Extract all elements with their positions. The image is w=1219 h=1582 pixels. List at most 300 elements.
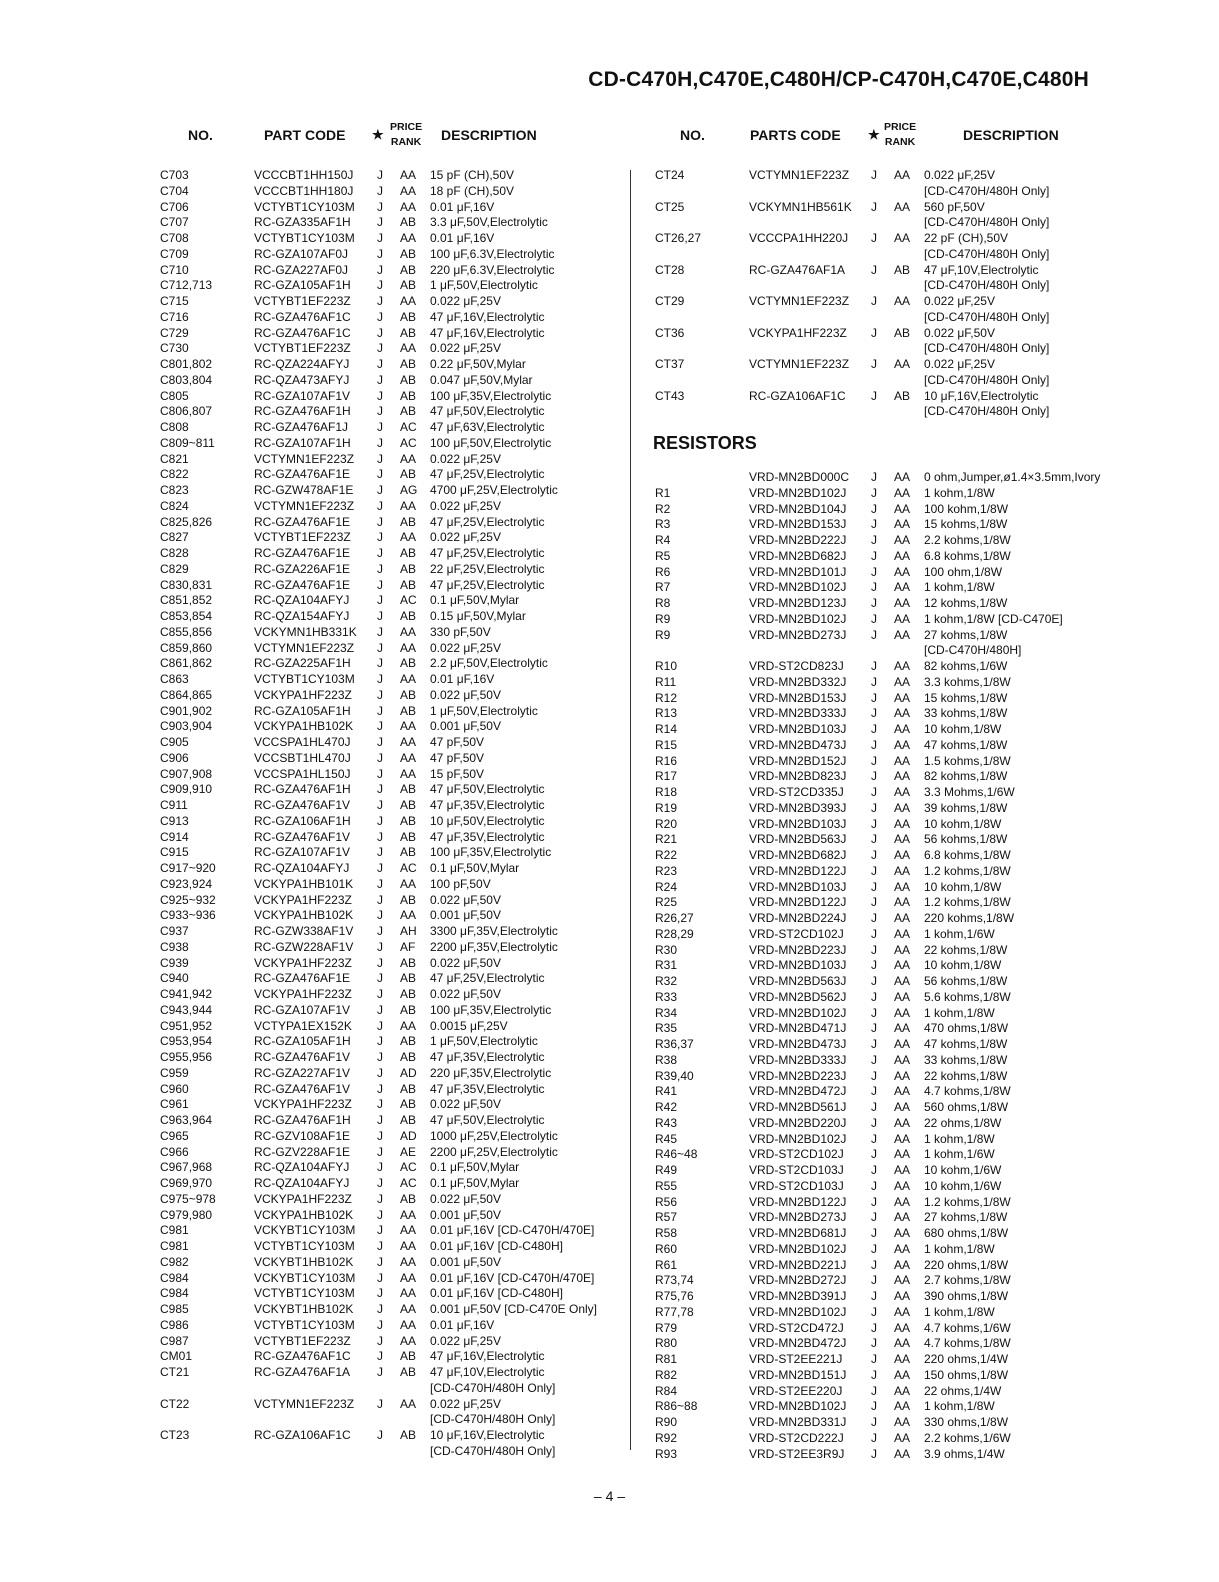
table-row bbox=[158, 546, 628, 562]
table-row bbox=[158, 1082, 628, 1098]
price-rank: AA bbox=[894, 1052, 911, 1067]
table-row bbox=[653, 1195, 1133, 1211]
part-description: 6.8 kohms,1/8W bbox=[924, 548, 1011, 563]
table-row bbox=[653, 1053, 1133, 1069]
part-no: C965 bbox=[160, 1128, 189, 1143]
part-code: VRD-MN2BD333J bbox=[749, 1052, 847, 1067]
part-type: J bbox=[871, 1241, 877, 1256]
part-no: C809~811 bbox=[160, 435, 215, 450]
price-rank: AA bbox=[894, 1304, 911, 1319]
part-no: C712,713 bbox=[160, 278, 213, 293]
part-type: J bbox=[871, 674, 877, 689]
part-code: VRD-MN2BD152J bbox=[749, 753, 847, 768]
part-type: J bbox=[871, 262, 877, 277]
table-row bbox=[653, 1100, 1133, 1116]
part-no: CM01 bbox=[160, 1349, 193, 1364]
part-type: J bbox=[377, 687, 383, 702]
part-code: VRD-MN2BD104J bbox=[749, 501, 847, 516]
part-description: 47 pF,50V bbox=[430, 750, 485, 765]
part-type: J bbox=[377, 1396, 383, 1411]
part-description: 0 ohm,Jumper,ø1.4×3.5mm,Ivory bbox=[924, 470, 1101, 484]
part-description: 1 kohm,1/8W bbox=[924, 1131, 995, 1146]
part-no: R1 bbox=[655, 485, 671, 500]
part-code: VRD-MN2BD223J bbox=[749, 1068, 847, 1083]
part-type: J bbox=[377, 168, 383, 182]
table-row bbox=[158, 625, 628, 641]
part-no: R56 bbox=[655, 1194, 678, 1209]
header-part-code: PART CODE bbox=[264, 127, 346, 143]
table-row bbox=[653, 612, 1133, 628]
part-no: C708 bbox=[160, 231, 189, 245]
price-rank: AB bbox=[400, 1050, 417, 1064]
part-code: RC-GZA476AF1C bbox=[254, 325, 351, 340]
table-row bbox=[653, 373, 1133, 389]
part-code: VRD-MN2BD224J bbox=[749, 911, 847, 925]
header-no: NO. bbox=[188, 127, 213, 143]
part-type: J bbox=[871, 1304, 877, 1319]
part-no: CT37 bbox=[655, 357, 685, 371]
part-no: R32 bbox=[655, 974, 678, 988]
part-description: 1 kohm,1/6W bbox=[924, 926, 995, 941]
part-no: C707 bbox=[160, 215, 189, 230]
part-type: J bbox=[377, 624, 383, 639]
part-description: 47 μF,50V,Electrolytic bbox=[430, 782, 545, 797]
price-rank: AC bbox=[400, 1160, 417, 1175]
part-description: 10 kohm,1/8W bbox=[924, 958, 1002, 973]
part-description: 0.022 μF,50V bbox=[430, 1191, 501, 1206]
part-description: 1 kohm,1/8W [CD-C470E] bbox=[924, 611, 1063, 626]
part-type: J bbox=[377, 1097, 383, 1112]
price-rank: AB bbox=[400, 325, 417, 340]
part-description: 1 kohm,1/8W bbox=[924, 1241, 995, 1256]
part-code: VRD-ST2CD222J bbox=[749, 1430, 844, 1445]
table-row bbox=[158, 1019, 628, 1035]
table-row bbox=[158, 1412, 628, 1428]
part-type: J bbox=[871, 1084, 877, 1099]
part-description: [CD-C470H/480H Only] bbox=[430, 1412, 556, 1427]
part-description: 680 ohms,1/8W bbox=[924, 1226, 1009, 1240]
part-description: [CD-C470H/480H Only] bbox=[924, 372, 1050, 387]
part-type: J bbox=[377, 782, 383, 797]
table-row bbox=[653, 1447, 1133, 1463]
part-description: 15 kohms,1/8W bbox=[924, 690, 1008, 705]
part-description: 0.1 μF,50V,Mylar bbox=[430, 1160, 520, 1175]
part-code: VRD-MN2BD563J bbox=[749, 974, 847, 988]
part-no: C803,804 bbox=[160, 372, 213, 387]
table-row bbox=[653, 1179, 1133, 1195]
part-type: J bbox=[377, 876, 383, 891]
part-type: J bbox=[377, 451, 383, 466]
part-type: J bbox=[871, 533, 877, 547]
part-no: C984 bbox=[160, 1270, 189, 1285]
part-code: VRD-MN2BD151J bbox=[749, 1367, 847, 1382]
table-row bbox=[158, 373, 628, 389]
part-no: R58 bbox=[655, 1226, 678, 1240]
price-rank: AA bbox=[894, 879, 911, 894]
part-no: C863 bbox=[160, 672, 189, 686]
part-no: C984 bbox=[160, 1286, 189, 1301]
part-code: VRD-MN2BD562J bbox=[749, 989, 847, 1004]
part-type: J bbox=[871, 1289, 877, 1303]
price-rank: AA bbox=[894, 1226, 911, 1240]
part-description: 47 μF,35V,Electrolytic bbox=[430, 1081, 545, 1096]
part-code: VRD-ST2CD823J bbox=[749, 659, 844, 673]
price-rank: AA bbox=[400, 168, 417, 182]
part-type: J bbox=[871, 1131, 877, 1146]
part-code: VRD-MN2BD103J bbox=[749, 816, 847, 831]
part-no: C937 bbox=[160, 924, 189, 938]
part-type: J bbox=[871, 1194, 877, 1209]
part-code: VRD-MN2BD102J bbox=[749, 1005, 847, 1020]
part-code: RC-GZA476AF1A bbox=[749, 262, 846, 277]
part-description: 1 kohm,1/8W bbox=[924, 1399, 995, 1414]
part-type: J bbox=[377, 1239, 383, 1253]
part-no: C861,862 bbox=[160, 656, 213, 671]
part-description: 33 kohms,1/8W bbox=[924, 1052, 1008, 1067]
header-price: PRICE bbox=[884, 121, 917, 133]
table-row bbox=[158, 688, 628, 704]
price-rank: AA bbox=[400, 1239, 417, 1253]
part-no: R28,29 bbox=[655, 926, 694, 941]
part-no: C703 bbox=[160, 168, 189, 182]
part-type: J bbox=[871, 1178, 877, 1193]
part-type: J bbox=[377, 971, 383, 986]
part-no: R20 bbox=[655, 816, 678, 831]
part-type: J bbox=[871, 800, 877, 815]
part-no: R57 bbox=[655, 1210, 678, 1225]
table-row bbox=[653, 580, 1133, 596]
part-type: J bbox=[871, 627, 877, 642]
part-description: 47 μF,25V,Electrolytic bbox=[430, 971, 545, 986]
table-row bbox=[653, 643, 1133, 659]
part-type: J bbox=[377, 420, 383, 434]
part-no: C706 bbox=[160, 199, 189, 214]
table-row bbox=[653, 263, 1133, 279]
part-no: C987 bbox=[160, 1333, 189, 1348]
part-no: C709 bbox=[160, 246, 189, 261]
part-code: VRD-MN2BD681J bbox=[749, 1226, 847, 1240]
part-no: R2 bbox=[655, 501, 671, 516]
price-rank: AA bbox=[894, 564, 911, 579]
part-code: VCKYPA1HB101K bbox=[254, 876, 354, 891]
part-no: R60 bbox=[655, 1241, 678, 1256]
price-rank: AA bbox=[894, 1367, 911, 1382]
price-rank: AD bbox=[400, 1128, 417, 1143]
price-rank: AA bbox=[894, 989, 911, 1004]
part-type: J bbox=[377, 939, 383, 954]
part-description: 1 μF,50V,Electrolytic bbox=[430, 1034, 538, 1049]
part-description: 2200 μF,25V,Electrolytic bbox=[430, 1144, 558, 1159]
price-rank: AB bbox=[400, 1365, 417, 1379]
part-description: 1 kohm,1/8W bbox=[924, 580, 995, 595]
table-row bbox=[653, 769, 1133, 785]
part-no: C704 bbox=[160, 183, 189, 198]
table-row bbox=[653, 1226, 1133, 1242]
part-code: VCTYBT1EF223Z bbox=[254, 294, 351, 308]
header-star-icon: ★ bbox=[372, 127, 384, 142]
part-no: C716 bbox=[160, 309, 189, 324]
part-code: VRD-MN2BD102J bbox=[749, 611, 847, 626]
table-row bbox=[158, 1145, 628, 1161]
part-code: VRD-MN2BD153J bbox=[749, 690, 847, 705]
part-type: J bbox=[377, 372, 383, 387]
table-row bbox=[158, 200, 628, 216]
part-description: 0.047 μF,50V,Mylar bbox=[430, 372, 533, 387]
table-row bbox=[653, 754, 1133, 770]
part-description: 220 μF,6.3V,Electrolytic bbox=[430, 262, 555, 277]
table-row bbox=[653, 691, 1133, 707]
part-description: 2.2 kohms,1/8W bbox=[924, 533, 1011, 547]
part-no: R41 bbox=[655, 1084, 678, 1099]
price-rank: AA bbox=[894, 1320, 911, 1335]
price-rank: AA bbox=[400, 672, 417, 686]
part-no: C821 bbox=[160, 451, 189, 466]
part-code: VRD-ST2EE3R9J bbox=[749, 1446, 845, 1461]
part-no: R18 bbox=[655, 785, 678, 799]
part-no: R79 bbox=[655, 1320, 678, 1335]
part-type: J bbox=[377, 1349, 383, 1364]
part-code: RC-GZA105AF1H bbox=[254, 703, 351, 718]
price-rank: AA bbox=[894, 517, 911, 532]
part-no: C955,956 bbox=[160, 1050, 213, 1064]
part-description: 100 μF,35V,Electrolytic bbox=[430, 388, 552, 403]
part-no: R10 bbox=[655, 659, 678, 673]
price-rank: AA bbox=[400, 530, 417, 545]
part-description: 47 μF,10V,Electrolytic bbox=[430, 1365, 545, 1379]
table-row bbox=[158, 767, 628, 783]
part-description: 0.1 μF,50V,Mylar bbox=[430, 593, 520, 608]
part-no: C907,908 bbox=[160, 766, 213, 781]
part-description: 5.6 kohms,1/8W bbox=[924, 989, 1011, 1004]
part-no: C903,904 bbox=[160, 719, 213, 734]
table-row bbox=[158, 593, 628, 609]
part-code: RC-GZV108AF1E bbox=[254, 1128, 351, 1143]
table-row bbox=[653, 1242, 1133, 1258]
table-row bbox=[158, 168, 628, 184]
part-type: J bbox=[377, 246, 383, 261]
part-description: 2.7 kohms,1/8W bbox=[924, 1273, 1011, 1288]
part-type: J bbox=[871, 848, 877, 862]
table-row bbox=[653, 247, 1133, 263]
part-type: J bbox=[871, 357, 877, 371]
part-type: J bbox=[377, 1302, 383, 1316]
table-row bbox=[653, 278, 1133, 294]
price-rank: AA bbox=[400, 1254, 417, 1269]
table-row bbox=[158, 1113, 628, 1129]
part-code: VRD-MN2BD682J bbox=[749, 848, 847, 862]
part-code: VRD-MN2BD682J bbox=[749, 548, 847, 563]
part-code: RC-GZA476AF1E bbox=[254, 546, 351, 560]
part-description: [CD-C470H/480H Only] bbox=[924, 246, 1050, 261]
part-type: J bbox=[377, 1428, 383, 1442]
price-rank: AB bbox=[400, 1081, 417, 1096]
part-no: C855,856 bbox=[160, 624, 213, 639]
part-code: VRD-MN2BD220J bbox=[749, 1115, 847, 1130]
price-rank: AA bbox=[894, 580, 911, 595]
part-type: J bbox=[871, 1037, 877, 1051]
table-row bbox=[653, 974, 1133, 990]
table-row bbox=[158, 1160, 628, 1176]
table-row bbox=[653, 864, 1133, 880]
part-code: RC-GZA476AF1C bbox=[254, 1349, 351, 1364]
part-code: VCCCPA1HH220J bbox=[749, 231, 849, 245]
part-code: VCKYPA1HB102K bbox=[254, 908, 354, 923]
table-row bbox=[158, 1034, 628, 1050]
part-no: R8 bbox=[655, 596, 671, 610]
table-row bbox=[653, 1368, 1133, 1384]
part-no: C939 bbox=[160, 955, 189, 970]
table-row bbox=[158, 326, 628, 342]
part-code: VCKYBT1HB102K bbox=[254, 1302, 354, 1316]
table-row bbox=[653, 1210, 1133, 1226]
part-description: 100 μF,6.3V,Electrolytic bbox=[430, 246, 555, 261]
table-row bbox=[158, 1271, 628, 1287]
part-no: R9 bbox=[655, 627, 671, 642]
part-description: 10 μF,16V,Electrolytic bbox=[924, 388, 1039, 403]
table-row bbox=[158, 341, 628, 357]
part-no: C981 bbox=[160, 1223, 189, 1238]
part-code: VRD-MN2BD563J bbox=[749, 832, 847, 847]
part-description: [CD-C470H/480H Only] bbox=[924, 341, 1050, 356]
table-row bbox=[158, 278, 628, 294]
table-row bbox=[158, 861, 628, 877]
table-row bbox=[653, 341, 1133, 357]
part-type: J bbox=[377, 892, 383, 907]
right-column bbox=[653, 118, 1133, 1462]
part-description: 47 μF,35V,Electrolytic bbox=[430, 1050, 545, 1064]
price-rank: AB bbox=[400, 404, 417, 419]
part-description: 1 kohm,1/6W bbox=[924, 1147, 995, 1162]
table-row bbox=[158, 1223, 628, 1239]
header-rank: RANK bbox=[390, 136, 422, 148]
part-description: 22 kohms,1/8W bbox=[924, 942, 1008, 957]
price-rank: AB bbox=[400, 892, 417, 907]
part-code: RC-QZA104AFYJ bbox=[254, 1176, 350, 1190]
part-description: 47 μF,16V,Electrolytic bbox=[430, 1349, 545, 1364]
part-no: R39,40 bbox=[655, 1068, 694, 1083]
part-code: VCKYMN1HB561K bbox=[749, 199, 852, 214]
part-no: C710 bbox=[160, 262, 189, 277]
part-no: C906 bbox=[160, 750, 189, 765]
table-row bbox=[158, 1349, 628, 1365]
price-rank: AB bbox=[400, 372, 417, 387]
table-row bbox=[158, 452, 628, 468]
part-no: R61 bbox=[655, 1257, 678, 1272]
part-description: 0.1 μF,50V,Mylar bbox=[430, 861, 520, 875]
price-rank: AA bbox=[894, 832, 911, 847]
part-no: C969,970 bbox=[160, 1176, 213, 1190]
part-code: VRD-MN2BD102J bbox=[749, 1131, 847, 1146]
part-no: C986 bbox=[160, 1317, 189, 1332]
price-rank: AB bbox=[400, 388, 417, 403]
part-code: VRD-MN2BD101J bbox=[749, 564, 847, 579]
part-code: RC-QZA104AFYJ bbox=[254, 593, 350, 608]
part-no: R19 bbox=[655, 800, 678, 815]
resistor-list bbox=[653, 470, 1133, 1462]
part-code: RC-GZA105AF1H bbox=[254, 1034, 351, 1049]
table-row bbox=[158, 1129, 628, 1145]
price-rank: AB bbox=[400, 782, 417, 797]
part-no: C963,964 bbox=[160, 1113, 213, 1127]
part-type: J bbox=[871, 1399, 877, 1414]
table-header bbox=[653, 118, 1133, 168]
price-rank: AB bbox=[400, 971, 417, 986]
part-code: VCTYMN1EF223Z bbox=[254, 640, 355, 655]
header-no: NO. bbox=[680, 127, 705, 143]
table-row bbox=[653, 565, 1133, 581]
table-row bbox=[653, 470, 1133, 486]
table-row bbox=[653, 357, 1133, 373]
part-description: 47 kohms,1/8W bbox=[924, 737, 1008, 752]
part-code: VRD-MN2BD333J bbox=[749, 706, 847, 721]
table-row bbox=[653, 958, 1133, 974]
part-code: VRD-MN2BD472J bbox=[749, 1084, 847, 1099]
price-rank: AB bbox=[400, 1428, 417, 1442]
part-description: 3300 μF,35V,Electrolytic bbox=[430, 924, 558, 938]
part-no: R5 bbox=[655, 548, 671, 563]
part-type: J bbox=[871, 388, 877, 403]
price-rank: AA bbox=[894, 785, 911, 799]
table-row bbox=[653, 404, 1133, 420]
part-no: C981 bbox=[160, 1239, 189, 1253]
part-description: 27 kohms,1/8W bbox=[924, 1210, 1008, 1225]
part-description: 1 kohm,1/8W bbox=[924, 1005, 995, 1020]
price-rank: AB bbox=[400, 1097, 417, 1112]
part-code: VCKYPA1HF223Z bbox=[254, 1191, 352, 1206]
price-rank: AB bbox=[400, 1002, 417, 1017]
part-description: 47 μF,50V,Electrolytic bbox=[430, 404, 545, 419]
table-row bbox=[158, 656, 628, 672]
table-row bbox=[158, 877, 628, 893]
part-no: R84 bbox=[655, 1383, 678, 1398]
page-title: CD-C470H,C470E,C480H/CP-C470H,C470E,C480H bbox=[588, 68, 1089, 91]
part-type: J bbox=[377, 577, 383, 592]
part-type: J bbox=[377, 1065, 383, 1080]
price-rank: AB bbox=[400, 656, 417, 671]
table-row bbox=[653, 533, 1133, 549]
part-no: R86~88 bbox=[655, 1399, 698, 1414]
part-description: 47 kohms,1/8W bbox=[924, 1037, 1008, 1051]
capacitor-list bbox=[158, 168, 628, 1460]
part-type: J bbox=[377, 1144, 383, 1159]
part-type: J bbox=[871, 690, 877, 705]
part-type: J bbox=[871, 895, 877, 910]
part-type: J bbox=[871, 1383, 877, 1398]
part-type: J bbox=[377, 1128, 383, 1143]
part-no: C801,802 bbox=[160, 357, 213, 371]
price-rank: AB bbox=[400, 955, 417, 970]
table-row bbox=[158, 924, 628, 940]
price-rank: AA bbox=[894, 533, 911, 547]
part-no: C851,852 bbox=[160, 593, 213, 608]
part-description: 330 ohms,1/8W bbox=[924, 1415, 1009, 1429]
part-code: VCTYMN1EF223Z bbox=[254, 451, 355, 466]
part-type: J bbox=[871, 1163, 877, 1177]
part-no: C830,831 bbox=[160, 577, 213, 592]
price-rank: AA bbox=[894, 974, 911, 988]
part-description: 0.1 μF,50V,Mylar bbox=[430, 1176, 520, 1190]
price-rank: AA bbox=[894, 674, 911, 689]
part-code: VCTYBT1CY103M bbox=[254, 1286, 355, 1301]
price-rank: AA bbox=[894, 1068, 911, 1083]
part-description: 3.3 μF,50V,Electrolytic bbox=[430, 215, 548, 230]
part-type: J bbox=[377, 231, 383, 245]
table-row bbox=[158, 845, 628, 861]
part-description: 100 μF,35V,Electrolytic bbox=[430, 845, 552, 860]
part-type: J bbox=[871, 942, 877, 957]
part-type: J bbox=[377, 1050, 383, 1064]
part-type: J bbox=[377, 609, 383, 623]
